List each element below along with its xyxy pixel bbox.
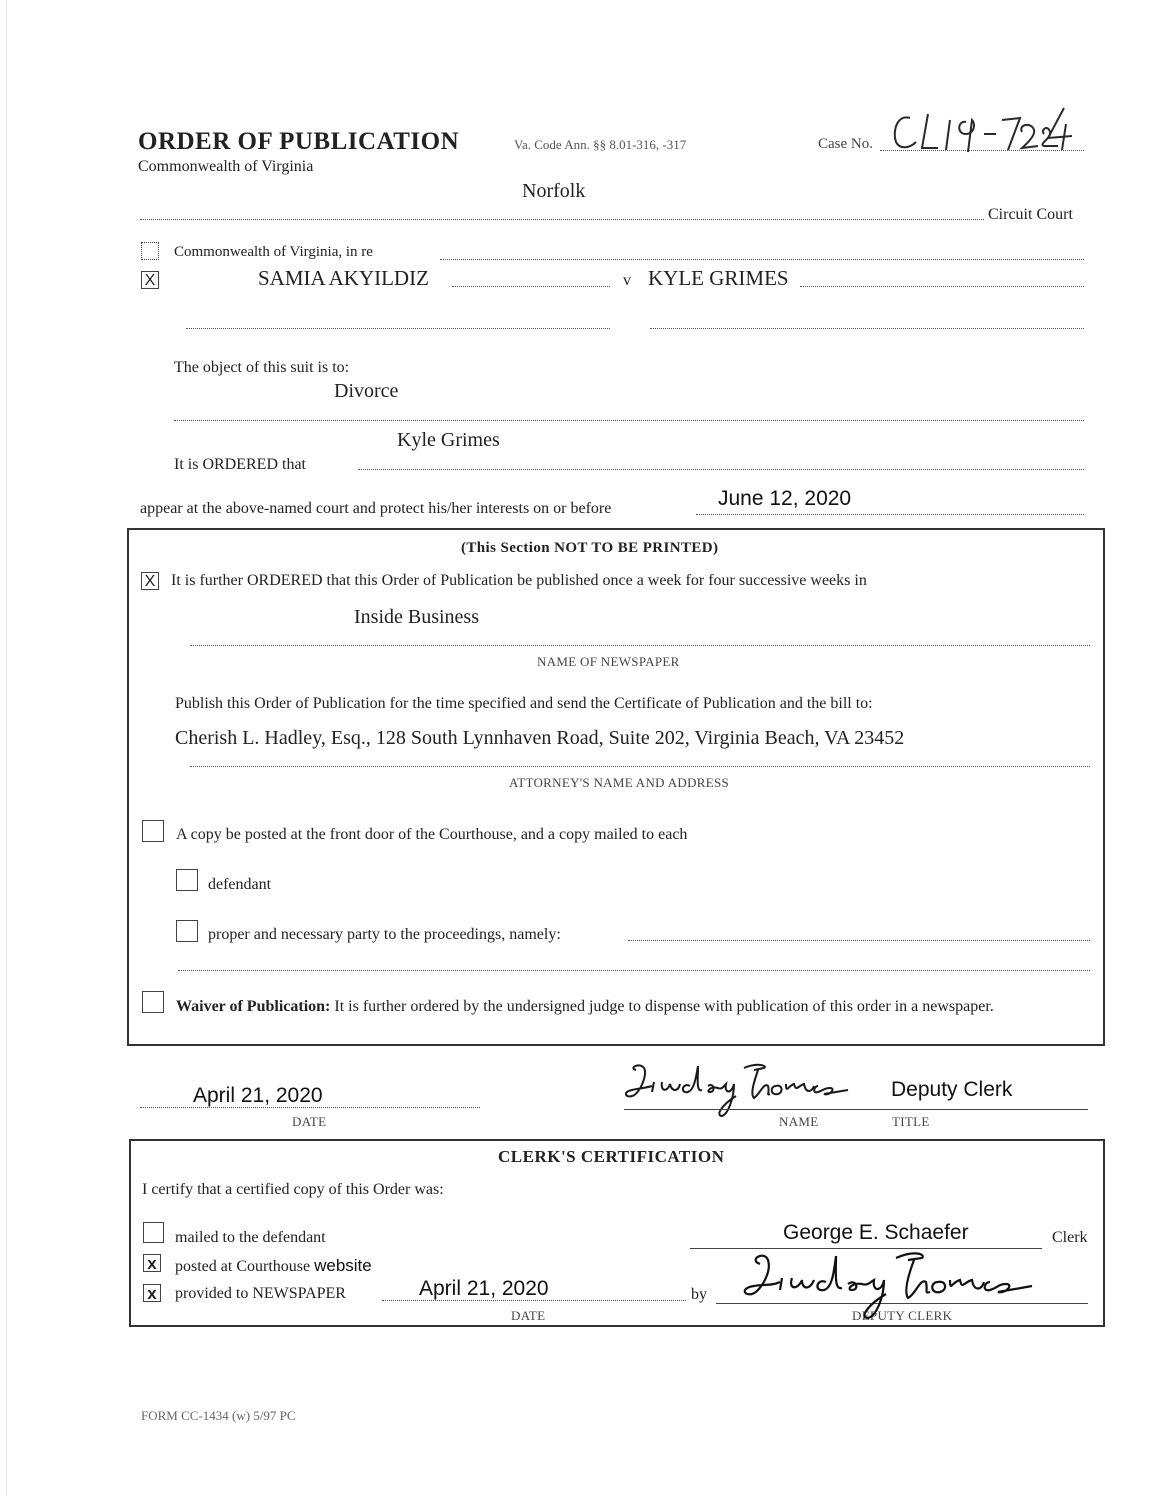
certification-intro: I certify that a certified copy of this Order was: bbox=[142, 1181, 444, 1198]
court-name: Norfolk bbox=[522, 180, 586, 202]
provided-label: provided to NEWSPAPER bbox=[175, 1285, 346, 1302]
order-date-caption: DATE bbox=[292, 1114, 327, 1129]
name-title-line bbox=[624, 1109, 1088, 1110]
appear-text: appear at the above-named court and protect his/her interests on or before bbox=[140, 500, 612, 517]
commonwealth-line bbox=[440, 259, 1084, 260]
newspaper-name: Inside Business bbox=[354, 606, 479, 628]
court-suffix: Circuit Court bbox=[988, 206, 1073, 223]
object-label: The object of this suit is to: bbox=[174, 359, 350, 376]
form-title: ORDER OF PUBLICATION bbox=[138, 128, 460, 155]
clerk-title: Deputy Clerk bbox=[891, 1078, 1013, 1101]
name-signature bbox=[618, 1058, 858, 1130]
attorney-line bbox=[190, 766, 1090, 767]
posted-added-word: website bbox=[314, 1256, 372, 1275]
further-ordered-text: It is further ORDERED that this Order of Publication be published once a week for four successive weeks in bbox=[171, 572, 867, 589]
party-option-label: proper and necessary party to the proceedings, namely: bbox=[208, 926, 561, 943]
defendant-option-checkbox[interactable] bbox=[176, 869, 198, 891]
order-date: April 21, 2020 bbox=[193, 1084, 323, 1107]
clerk-label: Clerk bbox=[1052, 1229, 1088, 1246]
appear-date: June 12, 2020 bbox=[718, 487, 852, 510]
appear-line bbox=[696, 514, 1084, 515]
party-option-checkbox[interactable] bbox=[176, 920, 198, 942]
deputy-caption: DEPUTY CLERK bbox=[852, 1308, 953, 1323]
clerk-name: George E. Schaefer bbox=[783, 1221, 969, 1244]
additional-plaintiff-line bbox=[186, 328, 610, 329]
waiver-text: It is further ordered by the undersigned judge to dispense with publication of this order in a newspaper. bbox=[334, 998, 994, 1015]
additional-defendant-line bbox=[650, 328, 1084, 329]
defendant-name: KYLE GRIMES bbox=[648, 266, 789, 290]
posted-copy-checkbox[interactable] bbox=[142, 820, 164, 842]
waiver-checkbox[interactable] bbox=[142, 991, 164, 1013]
waiver-label: Waiver of Publication: bbox=[176, 998, 331, 1015]
deputy-signature bbox=[736, 1246, 1036, 1326]
defendant-line bbox=[800, 286, 1084, 287]
posted-copy-text: A copy be posted at the front door of the Courthouse, and a copy mailed to each bbox=[176, 826, 688, 843]
case-number-handwritten bbox=[888, 104, 1078, 156]
page-edge-shadow bbox=[6, 0, 7, 1496]
attorney-address: Cherish L. Hadley, Esq., 128 South Lynnhaven Road, Suite 202, Virginia Beach, VA 23452 bbox=[175, 727, 905, 749]
attorney-caption: ATTORNEY'S NAME AND ADDRESS bbox=[509, 775, 730, 790]
name-caption: NAME bbox=[779, 1114, 819, 1129]
provided-date: April 21, 2020 bbox=[419, 1277, 549, 1300]
posted-line-text bbox=[175, 1256, 372, 1276]
form-subtitle: Commonwealth of Virginia bbox=[138, 158, 314, 175]
party-option-line bbox=[628, 940, 1090, 941]
defendant-option-label: defendant bbox=[208, 876, 272, 893]
party-option-line-2 bbox=[178, 970, 1090, 971]
further-ordered-checkbox[interactable]: X bbox=[141, 572, 159, 590]
plaintiff-name: SAMIA AKYILDIZ bbox=[258, 266, 429, 290]
provided-checkbox[interactable]: x bbox=[143, 1284, 161, 1302]
mailed-label: mailed to the defendant bbox=[175, 1229, 326, 1246]
by-label: by bbox=[691, 1286, 707, 1303]
form-identifier: FORM CC-1434 (w) 5/97 PC bbox=[141, 1408, 296, 1423]
code-reference: Va. Code Ann. §§ 8.01-316, -317 bbox=[514, 137, 687, 152]
commonwealth-label: Commonwealth of Virginia, in re bbox=[174, 244, 373, 260]
posted-label: posted at Courthouse bbox=[175, 1258, 311, 1275]
court-line bbox=[140, 219, 984, 220]
newspaper-line bbox=[190, 645, 1090, 646]
order-date-line bbox=[140, 1107, 480, 1108]
ordered-label: It is ORDERED that bbox=[174, 456, 306, 473]
publish-instruction: Publish this Order of Publication for the time specified and send the Certificate of Publication and the bill to: bbox=[175, 695, 873, 712]
ordered-party: Kyle Grimes bbox=[397, 429, 500, 451]
party-checkbox[interactable]: X bbox=[141, 271, 159, 289]
object-line bbox=[174, 420, 1084, 421]
waiver-paragraph bbox=[176, 996, 1076, 1018]
posted-checkbox[interactable]: x bbox=[143, 1254, 161, 1272]
title-caption: TITLE bbox=[892, 1114, 930, 1129]
commonwealth-checkbox[interactable] bbox=[141, 242, 159, 260]
ordered-line bbox=[358, 469, 1084, 470]
not-printed-heading: (This Section NOT TO BE PRINTED) bbox=[461, 540, 719, 556]
versus-label: v bbox=[623, 272, 631, 289]
object-value: Divorce bbox=[334, 380, 399, 402]
certification-heading: CLERK'S CERTIFICATION bbox=[498, 1147, 725, 1166]
newspaper-caption: NAME OF NEWSPAPER bbox=[537, 654, 680, 669]
case-label: Case No. bbox=[818, 136, 873, 152]
provided-date-caption: DATE bbox=[511, 1308, 546, 1323]
mailed-checkbox[interactable] bbox=[143, 1222, 164, 1243]
plaintiff-line bbox=[452, 286, 610, 287]
